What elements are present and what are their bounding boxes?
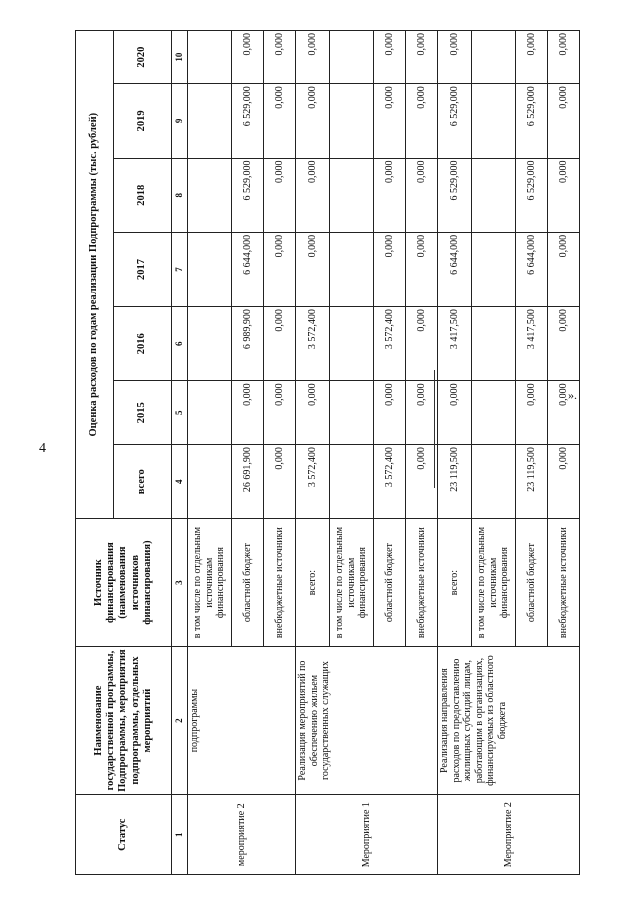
year-value-cell: 0,000 [374, 381, 406, 445]
column-number: 10 [172, 31, 188, 84]
total-cell: 26 691,900 [232, 445, 264, 519]
year-value-cell [188, 307, 232, 381]
year-value-cell: 3 572,400 [374, 307, 406, 381]
year-value-cell: 0,000 [548, 232, 580, 306]
year-value-cell [330, 158, 374, 232]
source-cell: внебюджетные источники [548, 519, 580, 646]
year-value-cell: 0,000 [374, 232, 406, 306]
source-cell: областной бюджет [374, 519, 406, 646]
year-value-cell: 6 644,000 [516, 232, 548, 306]
header-estimate: Оценка расходов по годам реализации Подпрограммы (тыс. рублей) [76, 31, 114, 519]
year-value-cell [472, 84, 516, 158]
header-name: Наименование государственной программы, Подпрограммы, мероприятия подпрограммы, отдельных мероприятий [76, 646, 172, 795]
total-cell: 0,000 [406, 445, 438, 519]
year-value-cell: 0,000 [232, 31, 264, 84]
year-value-cell: 6 529,000 [438, 84, 472, 158]
source-cell: областной бюджет [232, 519, 264, 646]
year-value-cell [188, 381, 232, 445]
year-value-cell [330, 84, 374, 158]
column-number: 8 [172, 158, 188, 232]
year-value-cell: 0,000 [296, 84, 330, 158]
column-number: 2 [172, 646, 188, 795]
source-cell: внебюджетные источники [406, 519, 438, 646]
column-number: 7 [172, 232, 188, 306]
name-cell: Реализация мероприятий по обеспечению жильем государственных служащих [296, 646, 438, 795]
year-value-cell: 0,000 [264, 158, 296, 232]
page-number: 4 [39, 441, 46, 456]
year-value-cell: 0,000 [264, 381, 296, 445]
expenditure-table [75, 30, 580, 875]
year-value-cell: 0,000 [516, 31, 548, 84]
column-number: 1 [172, 795, 188, 875]
year-value-cell: 0,000 [406, 31, 438, 84]
year-value-cell: 0,000 [406, 381, 438, 445]
header-total: всего [114, 445, 172, 519]
header-year: 2017 [114, 232, 172, 306]
year-value-cell: 0,000 [296, 232, 330, 306]
header-source: Источник финансирования (наименования источников финансирования) [76, 519, 172, 646]
total-cell [472, 445, 516, 519]
year-value-cell: 0,000 [438, 381, 472, 445]
year-value-cell: 6 529,000 [232, 84, 264, 158]
year-value-cell [472, 31, 516, 84]
year-value-cell: 6 529,000 [438, 158, 472, 232]
column-number: 9 [172, 84, 188, 158]
source-cell: в том числе по отдельным источникам финансирования [472, 519, 516, 646]
source-cell: в том числе по отдельным источникам финансирования [188, 519, 232, 646]
year-value-cell: 3 572,400 [296, 307, 330, 381]
table-row [188, 31, 232, 875]
year-value-cell: 0,000 [264, 84, 296, 158]
header-status: Статус [76, 795, 172, 875]
header-year: 2020 [114, 31, 172, 84]
year-value-cell: 0,000 [516, 381, 548, 445]
year-value-cell: 0,000 [438, 31, 472, 84]
table-row [296, 31, 330, 875]
year-value-cell: 0,000 [548, 381, 580, 445]
year-value-cell: 6 644,000 [232, 232, 264, 306]
header-row-1 [76, 31, 114, 875]
source-cell: внебюджетные источники [264, 519, 296, 646]
name-cell: Реализация направления расходов по предоставлению жилищных субсидий лицам, работающим в организациях, финансируемых из областного бюджета [438, 646, 580, 795]
total-cell: 23 119,500 [516, 445, 548, 519]
year-value-cell: 0,000 [232, 381, 264, 445]
year-value-cell [330, 307, 374, 381]
year-value-cell: 0,000 [264, 307, 296, 381]
table-body [76, 31, 580, 875]
year-value-cell: 0,000 [374, 84, 406, 158]
year-value-cell: 6 529,000 [516, 158, 548, 232]
total-cell [330, 445, 374, 519]
year-value-cell [188, 232, 232, 306]
year-value-cell [330, 381, 374, 445]
header-year: 2018 [114, 158, 172, 232]
status-cell: мероприятие 2 [188, 795, 296, 875]
header-year: 2015 [114, 381, 172, 445]
source-cell: областной бюджет [516, 519, 548, 646]
total-cell: 0,000 [264, 445, 296, 519]
source-cell: в том числе по отдельным источникам финансирования [330, 519, 374, 646]
year-value-cell: 0,000 [548, 84, 580, 158]
total-cell [188, 445, 232, 519]
column-number: 5 [172, 381, 188, 445]
total-cell: 3 572,400 [374, 445, 406, 519]
column-number: 6 [172, 307, 188, 381]
status-cell: Мероприятие 1 [296, 795, 438, 875]
status-cell: Мероприятие 2 [438, 795, 580, 875]
year-value-cell [188, 31, 232, 84]
expenditure-table-frame [75, 30, 569, 875]
year-value-cell: 6 644,000 [438, 232, 472, 306]
year-value-cell: 0,000 [548, 31, 580, 84]
year-value-cell: 0,000 [548, 158, 580, 232]
year-value-cell: 0,000 [548, 307, 580, 381]
year-value-cell: 0,000 [374, 158, 406, 232]
source-cell: всего: [438, 519, 472, 646]
table-row [438, 31, 472, 875]
year-value-cell: 0,000 [296, 381, 330, 445]
total-cell: 23 119,500 [438, 445, 472, 519]
source-cell: всего: [296, 519, 330, 646]
name-cell: подпрограммы [188, 646, 296, 795]
closing-mark: ». [568, 388, 577, 402]
year-value-cell: 0,000 [296, 31, 330, 84]
signature-underline [434, 370, 435, 488]
year-value-cell: 6 529,000 [516, 84, 548, 158]
year-value-cell [472, 307, 516, 381]
year-value-cell [472, 158, 516, 232]
year-value-cell [472, 381, 516, 445]
header-year: 2019 [114, 84, 172, 158]
year-value-cell: 0,000 [374, 31, 406, 84]
year-value-cell [188, 158, 232, 232]
year-value-cell [330, 31, 374, 84]
year-value-cell: 6 529,000 [232, 158, 264, 232]
column-number: 3 [172, 519, 188, 646]
column-number-row [172, 31, 188, 875]
year-value-cell: 0,000 [406, 307, 438, 381]
column-number: 4 [172, 445, 188, 519]
total-cell: 0,000 [548, 445, 580, 519]
year-value-cell [188, 84, 232, 158]
year-value-cell: 0,000 [264, 232, 296, 306]
year-value-cell [472, 232, 516, 306]
year-value-cell: 0,000 [406, 84, 438, 158]
year-value-cell: 6 989,900 [232, 307, 264, 381]
year-value-cell [330, 232, 374, 306]
year-value-cell: 3 417,500 [516, 307, 548, 381]
year-value-cell: 0,000 [406, 158, 438, 232]
year-value-cell: 3 417,500 [438, 307, 472, 381]
total-cell: 3 572,400 [296, 445, 330, 519]
year-value-cell: 0,000 [296, 158, 330, 232]
header-year: 2016 [114, 307, 172, 381]
year-value-cell: 0,000 [406, 232, 438, 306]
year-value-cell: 0,000 [264, 31, 296, 84]
